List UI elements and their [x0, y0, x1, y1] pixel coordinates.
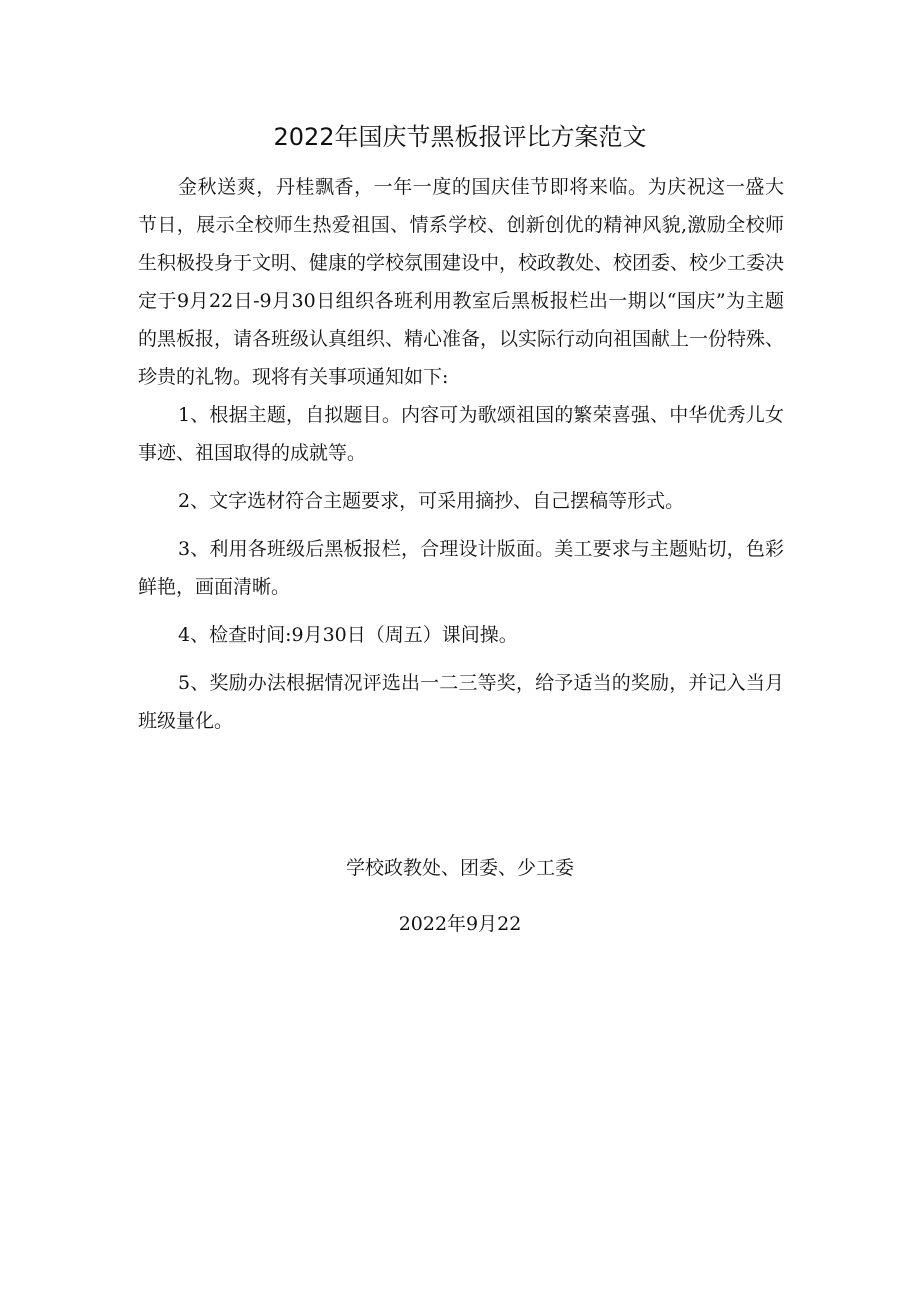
item-paragraph-4: 4、检查时间:9月30日（周五）课间操。 — [178, 624, 518, 646]
signature-line: 学校政教处、团委、少工委 — [345, 857, 574, 879]
intro-paragraph: 金秋送爽，丹桂飘香，一年一度的国庆佳节即将来临。为庆祝这一盛大节日，展示全校师生热爱祖国、情系学校、创新创优的精神风貌,激励全校师生积极投身于文明、健康的学校氛围建设中，校政教处、校团委、校少工委决定于9月22日-9月30日组织各班利用教室后黑板报栏出一期以“国庆”为主题的黑板报，请各班级认真组织、精心准备，以实际行动向祖国献上一份特殊、珍贵的礼物。现将有关事项通知如下: — [138, 176, 785, 388]
date-line: 2022年9月22 — [398, 913, 522, 935]
document-body — [138, 168, 784, 750]
item-paragraph-3: 3、利用各班级后黑板报栏，合理设计版面。美工要求与主题贴切，色彩鲜艳，画面清晰。 — [138, 538, 784, 598]
item-paragraph-5: 5、奖励办法根据情况评选出一二三等奖，给予适当的奖励，并记入当月班级量化。 — [138, 672, 784, 732]
item-paragraph-1: 1、根据主题，自拟题目。内容可为歌颂祖国的繁荣喜强、中华优秀儿女事迹、祖国取得的成就等。 — [138, 404, 784, 464]
item-paragraph-2: 2、文字选材符合主题要求，可采用摘抄、自己摆稿等形式。 — [178, 490, 685, 512]
document-title: 2022年国庆节黑板报评比方案范文 — [273, 123, 647, 151]
